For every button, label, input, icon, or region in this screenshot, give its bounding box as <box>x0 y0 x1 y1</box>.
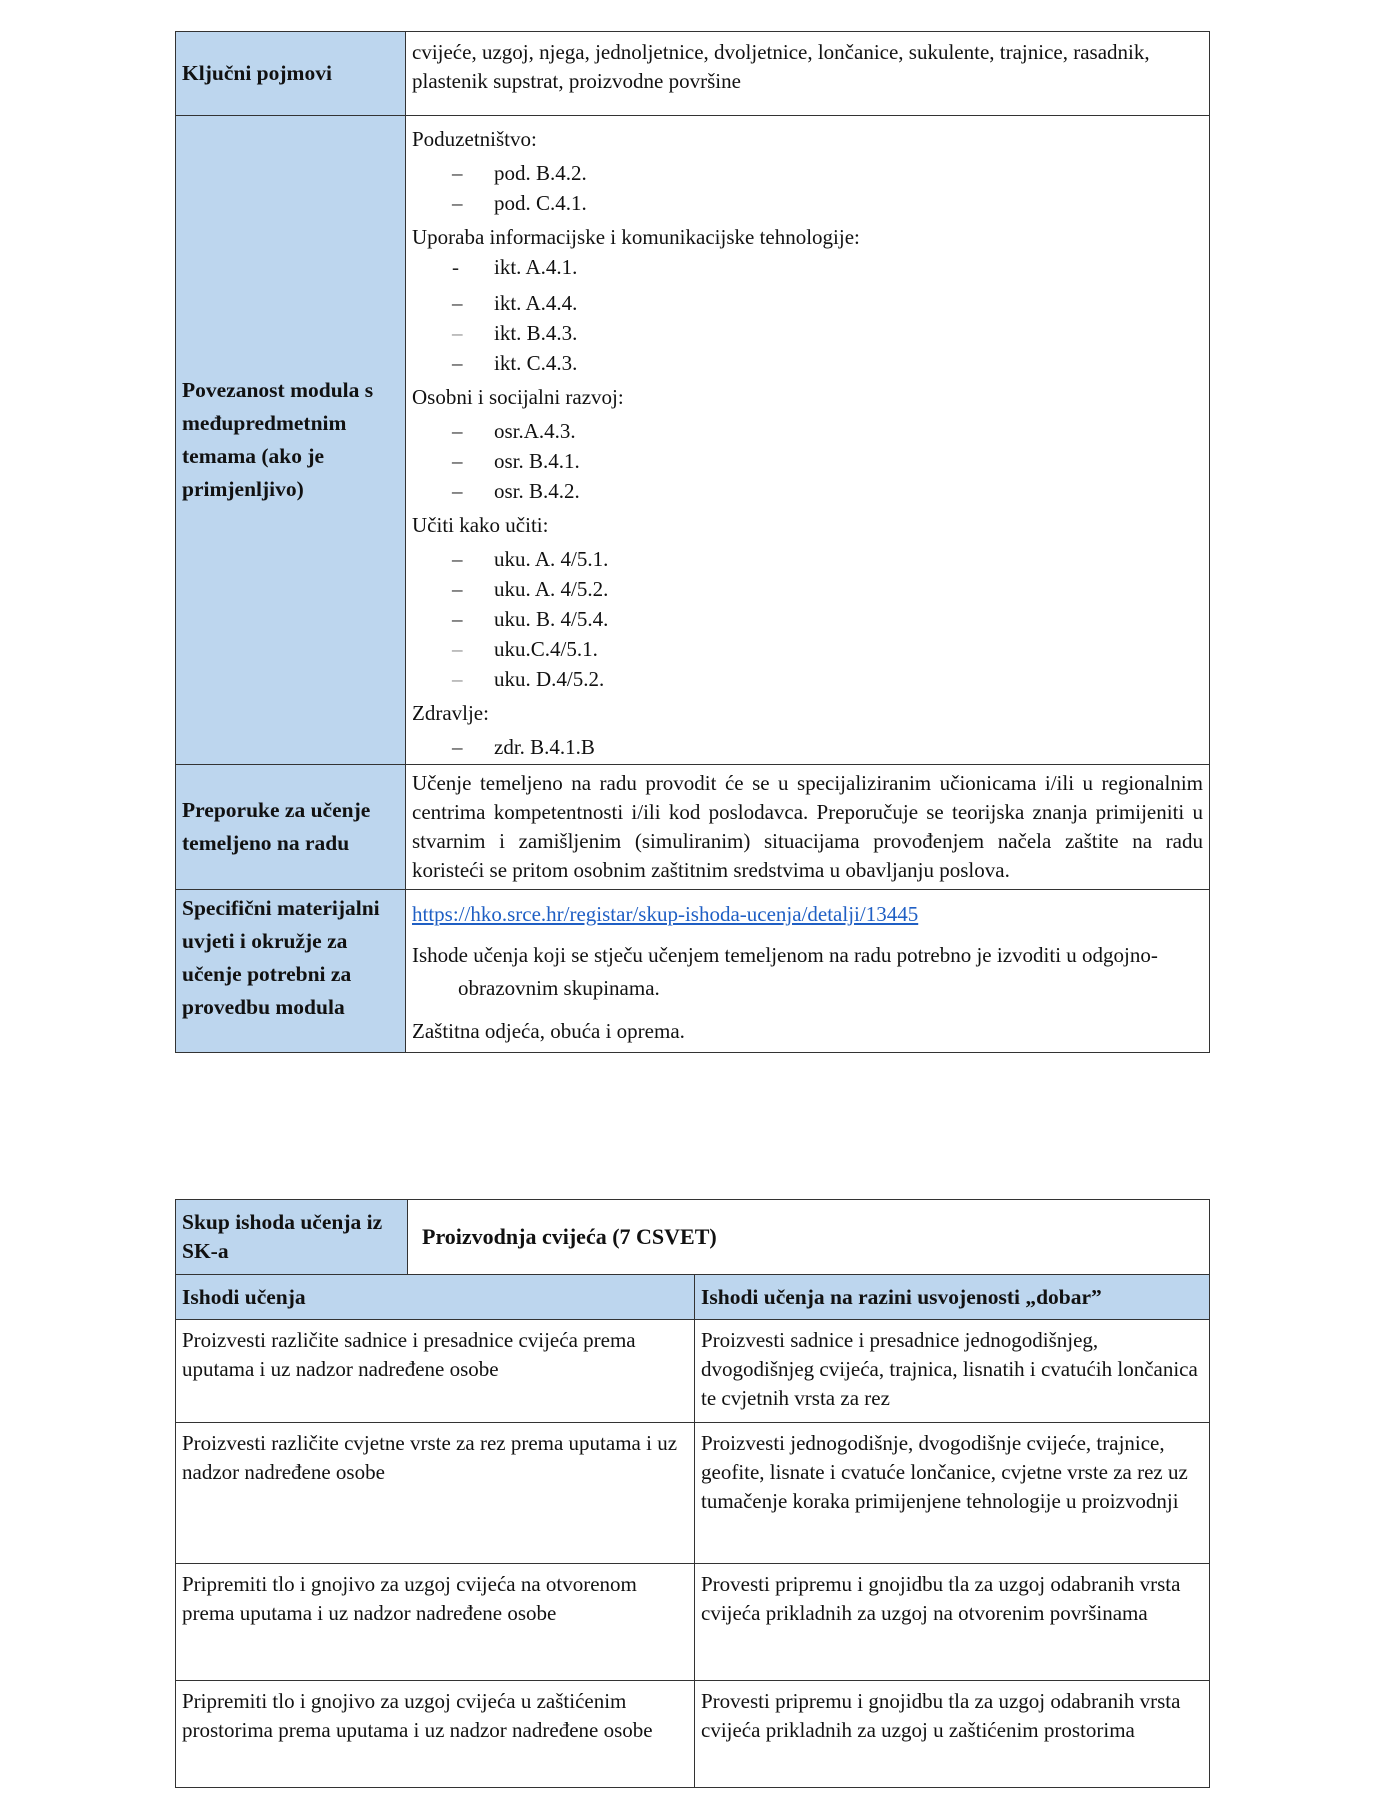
dash-bullet: – <box>452 577 463 601</box>
material-conditions-label: Specifični materijalni uvjeti i okružje za učenje potrebni za provedbu modula <box>176 890 406 1053</box>
dash-bullet: – <box>452 321 463 345</box>
protective-equipment-text: Zaštitna odjeća, obuća i oprema. <box>412 1019 685 1043</box>
material-conditions-value <box>406 890 1210 1053</box>
outcome-cell: Pripremiti tlo i gnojivo za uzgoj cvijeća na otvorenom prema uputama i uz nadzor nadređene osobe <box>176 1564 695 1681</box>
dash-bullet: – <box>452 735 463 759</box>
list-item <box>412 158 1203 188</box>
work-based-learning-value: Učenje temeljeno na radu provodit će se u specijaliziranim učionicama i/ili u regionalnim centrima kompetentnosti i/ili kod poslodavca. Preporučuje se teorijska znanja primijeniti u stvarnim i zamišljenim (simuliranim) situacijama provođenjem načela zaštite na radu koristeći se pritom osobnim zaštitnim sredstvima u obavljanju poslova. <box>406 765 1210 890</box>
work-based-learning-label: Preporuke za učenje temeljeno na radu <box>176 765 406 890</box>
column-header-good-level: Ishodi učenja na razini usvojenosti „dobar” <box>695 1275 1210 1320</box>
list-item <box>412 252 1203 282</box>
outcome-cell: Proizvesti različite cvjetne vrste za rez prema uputama i uz nadzor nadređene osobe <box>176 1423 695 1564</box>
list-item <box>412 664 1203 694</box>
row-material-conditions <box>176 890 1210 1053</box>
list-item <box>412 574 1203 604</box>
group-title-uku: Učiti kako učiti: <box>412 513 549 537</box>
item-text: uku. A. 4/5.1. <box>494 547 609 571</box>
dash-bullet: – <box>452 667 463 691</box>
dash-bullet: – <box>452 351 463 375</box>
item-text: pod. C.4.1. <box>494 191 587 215</box>
key-terms-value: cvijeće, uzgoj, njega, jednoljetnice, dvoljetnice, lončanice, sukulente, trajnice, rasadnik, plastenik supstrat, proizvodne površine <box>406 32 1210 116</box>
outcome-cell: Proizvesti različite sadnice i presadnice cvijeća prema uputama i uz nadzor nadređene osobe <box>176 1320 695 1423</box>
list-item <box>412 604 1203 634</box>
list-item <box>412 634 1203 664</box>
outcome-cell: Pripremiti tlo i gnojivo za uzgoj cvijeća u zaštićenim prostorima prema uputama i uz nadzor nadređene osobe <box>176 1681 695 1788</box>
good-level-cell: Provesti pripremu i gnojidbu tla za uzgoj odabranih vrsta cvijeća prikladnih za uzgoj na otvorenim površinama <box>695 1564 1210 1681</box>
group-items-poduzetnistvo <box>412 158 1203 218</box>
group-title-ikt: Uporaba informacijske i komunikacijske tehnologije: <box>412 225 860 249</box>
hko-registry-link[interactable]: https://hko.srce.hr/registar/skup-ishoda-ucenja/detalji/13445 <box>412 902 919 926</box>
good-level-cell: Proizvesti sadnice i presadnice jednogodišnjeg, dvogodišnjeg cvijeća, trajnica, lisnatih i cvatućih lončanica te cvjetnih vrsta za rez <box>695 1320 1210 1423</box>
item-text: osr.A.4.3. <box>494 419 576 443</box>
list-item <box>412 348 1203 378</box>
item-text: uku. A. 4/5.2. <box>494 577 609 601</box>
dash-bullet: – <box>452 161 463 185</box>
outcomes-set-label: Skup ishoda učenja iz SK-a <box>176 1200 408 1275</box>
list-item <box>412 446 1203 476</box>
group-items-ikt <box>412 252 1203 378</box>
list-item <box>412 476 1203 506</box>
row-work-based-learning <box>176 765 1210 890</box>
good-level-cell: Proizvesti jednogodišnje, dvogodišnje cvijeće, trajnice, geofite, lisnate i cvatuće lončanice, cvjetne vrste za rez uz tumačenje koraka primijenjene tehnologije u proizvodnji <box>695 1423 1210 1564</box>
item-text: ikt. C.4.3. <box>494 351 578 375</box>
item-text: ikt. A.4.1. <box>494 255 578 279</box>
table-row <box>176 1564 1210 1681</box>
group-items-zdravlje <box>412 732 1203 762</box>
dash-bullet: – <box>452 479 463 503</box>
item-text: uku.C.4/5.1. <box>494 637 598 661</box>
group-title-osr: Osobni i socijalni razvoj: <box>412 385 624 409</box>
dash-bullet: – <box>452 607 463 631</box>
column-header-outcomes: Ishodi učenja <box>176 1275 695 1320</box>
item-text: uku. D.4/5.2. <box>494 667 605 691</box>
item-text: osr. B.4.1. <box>494 449 580 473</box>
dash-bullet: – <box>452 637 463 661</box>
module-info-table <box>175 31 1210 1053</box>
list-item <box>412 318 1203 348</box>
group-title-zdravlje: Zdravlje: <box>412 701 489 725</box>
item-text: uku. B. 4/5.4. <box>494 607 609 631</box>
dash-bullet: – <box>452 419 463 443</box>
group-items-osr <box>412 416 1203 506</box>
dash-bullet: – <box>452 547 463 571</box>
row-cross-curricular <box>176 116 1210 765</box>
item-text: ikt. A.4.4. <box>494 291 578 315</box>
list-item <box>412 188 1203 218</box>
list-item <box>412 288 1203 318</box>
item-text: pod. B.4.2. <box>494 161 587 185</box>
cross-curricular-label: Povezanost modula s međupredmetnim temama (ako je primjenljivo) <box>176 116 406 765</box>
cross-curricular-value <box>406 116 1210 765</box>
dash-bullet: – <box>452 449 463 473</box>
work-based-groups-text: Ishode učenja koji se stječu učenjem temeljenom na radu potrebno je izvoditi u odgojno-obrazovnim skupinama. <box>412 943 1158 1000</box>
dash-bullet: – <box>452 291 463 315</box>
table-row <box>176 1320 1210 1423</box>
list-item <box>412 732 1203 762</box>
table-row <box>176 1423 1210 1564</box>
list-item <box>412 416 1203 446</box>
group-items-uku <box>412 544 1203 694</box>
outcomes-set-row <box>176 1200 1210 1275</box>
item-text: osr. B.4.2. <box>494 479 580 503</box>
item-text: zdr. B.4.1.B <box>494 735 595 759</box>
row-key-terms <box>176 32 1210 116</box>
outcomes-header-row <box>176 1275 1210 1320</box>
item-text: ikt. B.4.3. <box>494 321 578 345</box>
group-title-poduzetnistvo: Poduzetništvo: <box>412 127 537 151</box>
table-row <box>176 1681 1210 1788</box>
learning-outcomes-table <box>175 1199 1210 1788</box>
dash-bullet: – <box>452 191 463 215</box>
outcomes-set-value: Proizvodnja cvijeća (7 CSVET) <box>408 1200 1210 1275</box>
hyphen-bullet: - <box>452 255 459 279</box>
good-level-cell: Provesti pripremu i gnojidbu tla za uzgoj odabranih vrsta cvijeća prikladnih za uzgoj u zaštićenim prostorima <box>695 1681 1210 1788</box>
list-item <box>412 544 1203 574</box>
key-terms-label: Ključni pojmovi <box>176 32 406 116</box>
